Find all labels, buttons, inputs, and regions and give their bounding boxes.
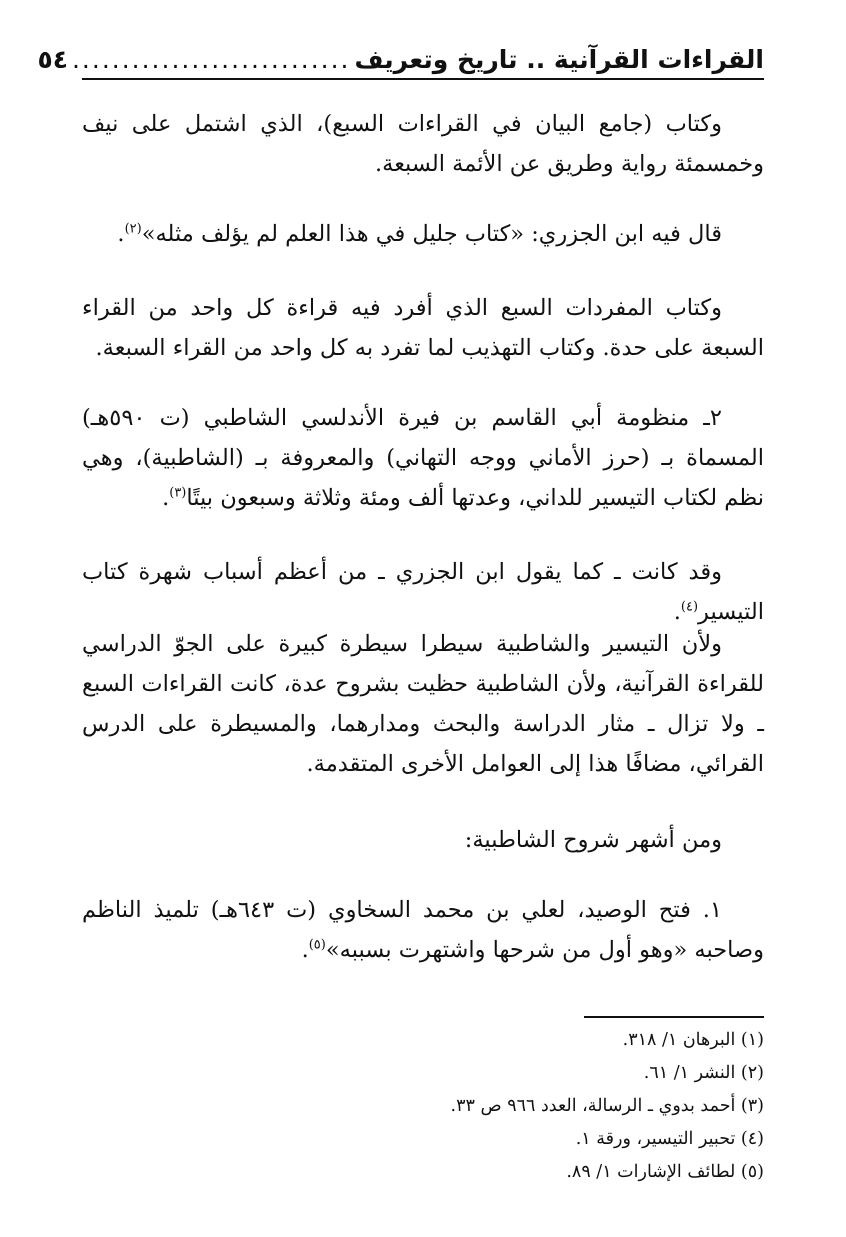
footnote-marker: (٤)	[680, 599, 699, 615]
paragraph-text-main: ٢ـ منظومة أبي القاسم بن فيرة الأندلسي الشاطبي (ت ٥٩٠هـ) المسماة بـ (حرز الأماني ووجه التهاني) والمعروفة بـ (الشاطبية)، وهي نظم لكتاب التيسير للداني، وعدتها ألف ومئة وثلاثة وسبعون بيتًا	[82, 405, 764, 511]
paragraph-7	[82, 820, 764, 860]
paragraph-text: وكتاب (جامع البيان في القراءات السبع)، الذي اشتمل على نيف وخمسمئة رواية وطريق عن الأئمة السبعة.	[82, 111, 764, 177]
paragraph-4	[82, 398, 764, 518]
header-dot-leader: ............................	[71, 45, 351, 74]
paragraph-text: وكتاب المفردات السبع الذي أفرد فيه قراءة كل واحد من القراء السبعة على حدة. وكتاب التهذيب لما تفرد به كل واحد من القراء السبعة.	[82, 295, 764, 361]
footnote: (٣) أحمد بدوي ـ الرسالة، العدد ٩٦٦ ص ٣٣.	[450, 1096, 764, 1116]
paragraph-text	[82, 552, 764, 632]
paragraph-8	[82, 890, 764, 970]
running-header	[37, 30, 764, 80]
paragraph-3	[82, 288, 764, 368]
paragraph-6	[82, 624, 764, 784]
paragraph-1	[82, 104, 764, 184]
footnote: (٤) تحبير التيسير، ورقة ١.	[575, 1129, 764, 1149]
footnote: (٥) لطائف الإشارات ١/ ٨٩.	[566, 1162, 764, 1182]
footnote: (١) البرهان ١/ ٣١٨.	[622, 1030, 764, 1050]
paragraph-end: .	[117, 221, 125, 247]
header-title: القراءات القرآنية .. تاريخ وتعريف	[354, 45, 764, 74]
paragraph-end: .	[162, 485, 170, 511]
footnotes	[82, 1024, 764, 1189]
paragraph-text-main: ١. فتح الوصيد، لعلي بن محمد السخاوي (ت ٦٤٣هـ) تلميذ الناظم وصاحبه «وهو أول من شرحها واشتهرت بسببه»	[82, 897, 764, 963]
paragraph-text	[82, 214, 764, 254]
footnote-marker: (٣)	[169, 485, 187, 501]
paragraph-text-main: وقد كانت ـ كما يقول ابن الجزري ـ من أعظم أسباب شهرة كتاب التيسير	[82, 559, 764, 625]
paragraph-5	[82, 552, 764, 632]
paragraph-end: .	[301, 937, 309, 963]
paragraph-text: ولأن التيسير والشاطبية سيطرا سيطرة كبيرة على الجوّ الدراسي للقراءة القرآنية، ولأن الشاطبية حظيت بشروح عدة، كانت القراءات السبع ـ ولا تزال ـ مثار الدراسة والبحث ومدارهما، والمسيطرة على الدرس القرائي، مضافًا هذا إلى العوامل الأخرى المتقدمة.	[82, 631, 764, 777]
paragraph-text	[82, 890, 764, 970]
paragraph-2	[82, 214, 764, 254]
footnote-separator	[584, 1016, 764, 1018]
paragraph-text	[82, 398, 764, 518]
footnote: (٢) النشر ١/ ٦١.	[643, 1063, 764, 1083]
paragraph-text: ومن أشهر شروح الشاطبية:	[464, 827, 722, 853]
footnote-marker: (٢)	[124, 221, 142, 237]
page-number: ٥٤	[37, 45, 68, 74]
paragraph-text-main: قال فيه ابن الجزري: «كتاب جليل في هذا العلم لم يؤلف مثله»	[141, 221, 722, 247]
footnote-marker: (٥)	[308, 937, 326, 953]
paragraph-end: .	[673, 599, 681, 625]
